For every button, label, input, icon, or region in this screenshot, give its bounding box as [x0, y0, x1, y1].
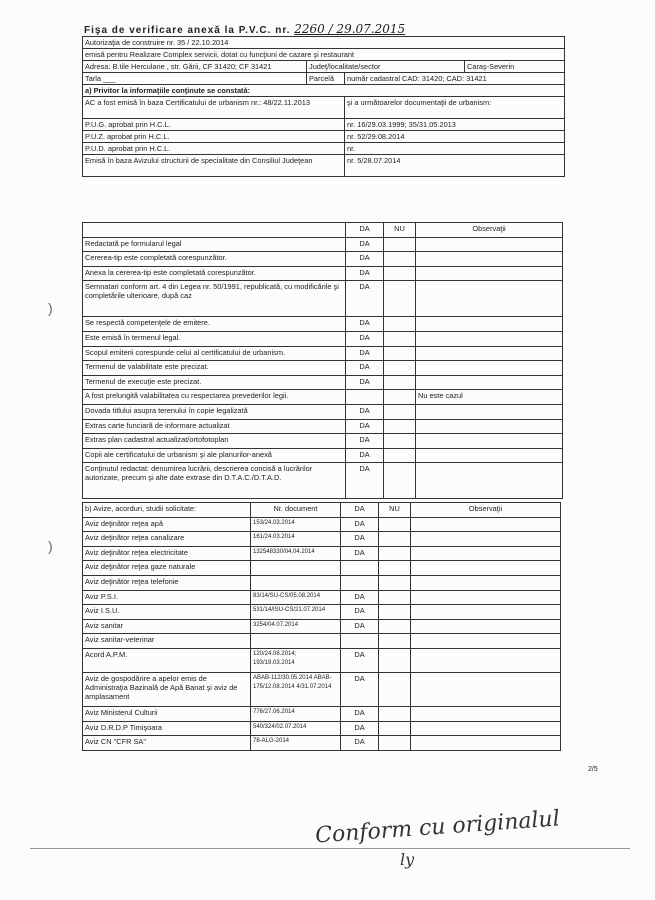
- observation: [416, 252, 563, 267]
- checklist-row: [83, 252, 563, 267]
- checklist-row: [83, 266, 563, 281]
- nu-value: [384, 266, 416, 281]
- nu-value: [384, 390, 416, 405]
- check-label: A fost prelungită valabilitatea cu respectarea prevederilor legii.: [83, 390, 346, 405]
- handwritten-number: 2260 / 29.07.2015: [294, 22, 406, 36]
- observation: [411, 532, 561, 547]
- observation: [416, 346, 563, 361]
- plan-value: nr. 52/29.08.2014: [345, 131, 565, 143]
- plan-label: P.U.G. aprobat prin H.C.L.: [83, 119, 345, 131]
- address: Adresa: B.tile Herculane , str. Gării, CF 31420; CF 31421: [83, 61, 307, 73]
- observation: [411, 672, 561, 706]
- da-value: DA: [346, 346, 384, 361]
- da-value: DA: [346, 281, 384, 317]
- checklist-row: [83, 390, 563, 405]
- da-value: DA: [346, 448, 384, 463]
- da-value: DA: [341, 648, 379, 672]
- observation: [411, 546, 561, 561]
- approval-label: Aviz D.R.D.P Timişoara: [83, 721, 251, 736]
- approval-row: [83, 672, 561, 706]
- checklist-row: [83, 281, 563, 317]
- da-value: DA: [346, 375, 384, 390]
- da-value: DA: [346, 317, 384, 332]
- page-number: 2/5: [588, 766, 598, 773]
- observation: [416, 317, 563, 332]
- da-header: DA: [346, 223, 384, 238]
- nu-value: [379, 517, 411, 532]
- nu-value: [384, 419, 416, 434]
- da-value: DA: [346, 266, 384, 281]
- check-label: Cererea-tip este completată corespunzător.: [83, 252, 346, 267]
- observation: [411, 517, 561, 532]
- observation: [411, 575, 561, 590]
- checklist-row: [83, 463, 563, 499]
- da-value: DA: [341, 706, 379, 721]
- check-label: Termenul de valabilitate este precizat.: [83, 361, 346, 376]
- da-value: DA: [346, 434, 384, 449]
- da-value: DA: [341, 721, 379, 736]
- observation: [411, 590, 561, 605]
- signature: ly: [400, 850, 415, 869]
- approval-label: Aviz de gospodărire a apelor emis de Administraţia Bazinală de Apă Banat şi aviz de amplasament: [83, 672, 251, 706]
- da-value: DA: [341, 619, 379, 634]
- checklist-row: [83, 448, 563, 463]
- da-value: DA: [346, 252, 384, 267]
- divider: [30, 848, 630, 849]
- title-label: Fişa de verificare anexă la P.V.C. nr.: [84, 25, 291, 36]
- approval-label: Aviz sanitar-veterinar: [83, 634, 251, 649]
- header-table: [82, 36, 565, 177]
- plan-value: nr. 5/28.07.2014: [345, 155, 565, 177]
- nu-header: NU: [379, 503, 411, 518]
- nu-value: [379, 721, 411, 736]
- approval-row: [83, 721, 561, 736]
- nu-value: [384, 448, 416, 463]
- observation: [411, 561, 561, 576]
- approval-label: Aviz P.S.I.: [83, 590, 251, 605]
- observation: [416, 266, 563, 281]
- checklist-row: [83, 419, 563, 434]
- da-value: DA: [341, 546, 379, 561]
- plan-label: P.U.D. aprobat prin H.C.L.: [83, 143, 345, 155]
- document-number: 161/24.03.2014: [251, 532, 341, 547]
- authorization: Autorizaţia de construire nr. 35 / 22.10.2014: [83, 37, 565, 49]
- observation: [416, 448, 563, 463]
- county-value: Caraş-Severin: [465, 61, 565, 73]
- plan-label: P.U.Z. aprobat prin H.C.L.: [83, 131, 345, 143]
- nu-value: [379, 634, 411, 649]
- document-number: 120/24.06.2014; 193/19.03.2014: [251, 648, 341, 672]
- parcel-value: număr cadastral CAD: 31420; CAD: 31421: [345, 73, 565, 85]
- observation: [411, 706, 561, 721]
- section-a-heading: a) Privitor la informaţiile conţinute se constată:: [83, 85, 565, 97]
- nu-value: [384, 361, 416, 376]
- observation: [416, 404, 563, 419]
- da-value: DA: [341, 736, 379, 751]
- checklist-row: [83, 317, 563, 332]
- check-label: Anexa la cererea-tip este completată corespunzător.: [83, 266, 346, 281]
- check-label: Termenul de execuţie este precizat.: [83, 375, 346, 390]
- nu-value: [379, 590, 411, 605]
- approval-row: [83, 575, 561, 590]
- nu-value: [379, 736, 411, 751]
- approval-row: [83, 590, 561, 605]
- da-value: [341, 575, 379, 590]
- observation: [416, 361, 563, 376]
- da-value: DA: [341, 532, 379, 547]
- observation: [416, 281, 563, 317]
- document-number: [251, 634, 341, 649]
- nu-value: [384, 252, 416, 267]
- check-label: Conţinutul redactat: denumirea lucrării, descrierea concisă a lucrărilor autorizate, precum şi alte date extrase din D.T.A.C./D.T.A.D.: [83, 463, 346, 499]
- obs-header: Observaţii: [416, 223, 563, 238]
- observation: [411, 634, 561, 649]
- nu-value: [379, 546, 411, 561]
- nu-value: [379, 619, 411, 634]
- document-number: 531/14/ISU-CS/21.07.2014: [251, 605, 341, 620]
- nu-value: [384, 434, 416, 449]
- nu-value: [384, 317, 416, 332]
- ac-basis: AC a fost emisă în baza Certificatului de urbanism nr.: 48/22.11.2013: [83, 97, 345, 119]
- nu-value: [384, 281, 416, 317]
- nu-value: [384, 375, 416, 390]
- observation: [411, 721, 561, 736]
- da-value: [346, 390, 384, 405]
- approval-row: [83, 706, 561, 721]
- da-value: DA: [346, 237, 384, 252]
- nu-value: [384, 331, 416, 346]
- approval-row: [83, 532, 561, 547]
- approval-label: Aviz deţinător reţea telefonie: [83, 575, 251, 590]
- approval-label: Acord A.P.M.: [83, 648, 251, 672]
- document-title: [84, 22, 405, 36]
- checklist-table: [82, 222, 563, 499]
- county-label: Judeţ/localitate/sector: [307, 61, 465, 73]
- observation: Nu este cazul: [416, 390, 563, 405]
- check-label: Scopul emiterii corespunde celui al certificatului de urbanism.: [83, 346, 346, 361]
- observation: [416, 375, 563, 390]
- approval-row: [83, 619, 561, 634]
- section-b-heading: b) Avize, acorduri, studii solicitate:: [83, 503, 251, 518]
- nu-value: [379, 672, 411, 706]
- nu-value: [379, 706, 411, 721]
- observation: [416, 419, 563, 434]
- observation: [416, 331, 563, 346]
- check-label: Dovada titlului asupra terenului în copie legalizată: [83, 404, 346, 419]
- handwritten-note: Conform cu originalul: [314, 806, 561, 849]
- da-header: DA: [341, 503, 379, 518]
- nu-value: [384, 404, 416, 419]
- approval-label: Aviz CN "CFR SA": [83, 736, 251, 751]
- nu-value: [379, 561, 411, 576]
- approval-label: Aviz deţinător reţea apă: [83, 517, 251, 532]
- checklist-row: [83, 237, 563, 252]
- nu-value: [384, 346, 416, 361]
- approval-row: [83, 736, 561, 751]
- approval-row: [83, 648, 561, 672]
- issued-for: emisă pentru Realizare Complex servicii, dotat cu funcţiuni de cazare şi restaurant: [83, 49, 565, 61]
- observation: [411, 605, 561, 620]
- observation: [416, 434, 563, 449]
- nu-value: [384, 237, 416, 252]
- plan-value: nr. 16/29.03.1999; 35/31.05.2013: [345, 119, 565, 131]
- checklist-row: [83, 434, 563, 449]
- observation: [411, 736, 561, 751]
- document-number: [251, 561, 341, 576]
- nu-value: [379, 648, 411, 672]
- scan-mark: ): [48, 538, 53, 554]
- approval-row: [83, 546, 561, 561]
- approval-label: Aviz Ministerul Culturii: [83, 706, 251, 721]
- ac-docs: şi a următoarelor documentaţii de urbanism:: [345, 97, 565, 119]
- checklist-row: [83, 331, 563, 346]
- doc-header: Nr. document: [251, 503, 341, 518]
- check-label: Copii ale certificatului de urbanism şi ale planurilor-anexă: [83, 448, 346, 463]
- check-label: Extras plan cadastral actualizat/ortofotoplan: [83, 434, 346, 449]
- nu-value: [379, 532, 411, 547]
- da-value: DA: [341, 605, 379, 620]
- da-value: DA: [341, 672, 379, 706]
- document-number: ABAB-112/30.05.2014 ABAB-175/12.08.2014 4/31.07.2014: [251, 672, 341, 706]
- observation: [411, 619, 561, 634]
- approval-row: [83, 561, 561, 576]
- document-number: 83/14/SU-CS/05.08.2014: [251, 590, 341, 605]
- da-value: [341, 634, 379, 649]
- approval-row: [83, 605, 561, 620]
- document-number: 153/24.03.2014: [251, 517, 341, 532]
- document-number: 776/27.06.2014: [251, 706, 341, 721]
- scan-mark: ): [48, 300, 53, 316]
- checklist-row: [83, 375, 563, 390]
- approval-row: [83, 634, 561, 649]
- plan-value: nr.: [345, 143, 565, 155]
- checklist-row: [83, 361, 563, 376]
- document-number: 78-ALG-2014: [251, 736, 341, 751]
- checklist-row: [83, 404, 563, 419]
- checklist-row: [83, 346, 563, 361]
- nu-value: [384, 463, 416, 499]
- check-label: Extras carte funciară de informare actualizat: [83, 419, 346, 434]
- nu-header: NU: [384, 223, 416, 238]
- da-value: DA: [346, 361, 384, 376]
- da-value: DA: [346, 331, 384, 346]
- da-value: DA: [346, 463, 384, 499]
- parcel-label: Parcelă: [307, 73, 345, 85]
- da-value: DA: [346, 404, 384, 419]
- approval-label: Aviz I.S.U.: [83, 605, 251, 620]
- check-label: Este emisă în termenul legal.: [83, 331, 346, 346]
- approval-label: Aviz deţinător reţea gaze naturale: [83, 561, 251, 576]
- plan-label: Emisă în baza Avizului structurii de specialitate din Consiliul Judeţean: [83, 155, 345, 177]
- document-number: 540/324/02.07.2014: [251, 721, 341, 736]
- approvals-table: [82, 502, 561, 751]
- nu-value: [379, 575, 411, 590]
- obs-header: Observaţii: [411, 503, 561, 518]
- check-label: Redactată pe formularul legal: [83, 237, 346, 252]
- observation: [416, 463, 563, 499]
- da-value: DA: [346, 419, 384, 434]
- approval-label: Aviz deţinător reţea electricitate: [83, 546, 251, 561]
- document-number: 132548330/04.04.2014: [251, 546, 341, 561]
- approval-label: Aviz deţinător reţea canalizare: [83, 532, 251, 547]
- document-number: 3254/04.07.2014: [251, 619, 341, 634]
- observation: [411, 648, 561, 672]
- da-value: [341, 561, 379, 576]
- tarla: Tarla ___: [83, 73, 307, 85]
- approval-label: Aviz sanitar: [83, 619, 251, 634]
- da-value: DA: [341, 590, 379, 605]
- check-label: Se respectă competenţele de emitere.: [83, 317, 346, 332]
- da-value: DA: [341, 517, 379, 532]
- nu-value: [379, 605, 411, 620]
- check-label: Semnatari conform art. 4 din Legea nr. 50/1991, republicată, cu modificările şi completările ulterioare, după caz: [83, 281, 346, 317]
- observation: [416, 237, 563, 252]
- approval-row: [83, 517, 561, 532]
- document-number: [251, 575, 341, 590]
